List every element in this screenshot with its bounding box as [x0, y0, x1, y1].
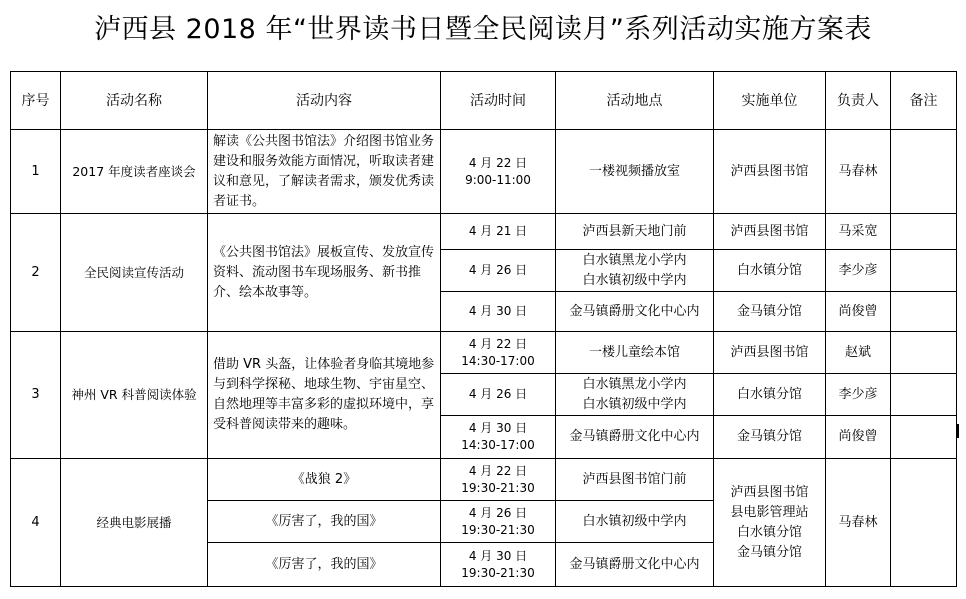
- activity-person: 赵斌: [826, 332, 891, 374]
- activity-unit: 白水镇分馆: [714, 374, 826, 416]
- activity-unit: 白水镇分馆: [714, 250, 826, 292]
- activity-remark: [891, 459, 957, 587]
- page-title: 泸西县 2018 年“世界读书日暨全民阅读月”系列活动实施方案表: [94, 14, 872, 45]
- activity-place: 金马镇爵册文化中心内: [556, 543, 714, 587]
- activity-place: 一楼视频播放室: [556, 130, 714, 214]
- activity-time: 4 月 26 日 19:30-21:30: [441, 501, 556, 543]
- header-remark: 备注: [891, 72, 957, 130]
- activity-remark: [891, 374, 957, 416]
- activity-unit: 泸西县图书馆 县电影管理站 白水镇分馆 金马镇分馆: [714, 459, 826, 587]
- activity-unit: 泸西县图书馆: [714, 214, 826, 250]
- activity-person: 马春林: [826, 130, 891, 214]
- activity-place: 白水镇黑龙小学内 白水镇初级中学内: [556, 250, 714, 292]
- activity-remark: [891, 416, 957, 459]
- table-row: [11, 214, 957, 250]
- table-row: [11, 332, 957, 374]
- row-number: 3: [11, 332, 61, 459]
- activity-remark: [891, 130, 957, 214]
- row-number: 4: [11, 459, 61, 587]
- film-title: 《厉害了，我的国》: [208, 543, 441, 587]
- row-number: 1: [11, 130, 61, 214]
- activity-remark: [891, 332, 957, 374]
- activity-time: 4 月 26 日: [441, 250, 556, 292]
- activity-remark: [891, 214, 957, 250]
- table-row: [11, 130, 957, 214]
- activity-place: 泸西县新天地门前: [556, 214, 714, 250]
- header-row: [11, 72, 957, 130]
- activity-person: 尚俊曾: [826, 292, 891, 332]
- activity-time: 4 月 22 日 19:30-21:30: [441, 459, 556, 501]
- activity-content: 解读《公共图书馆法》介绍图书馆业务建设和服务效能方面情况，听取读者建议和意见，了解读者需求，颁发优秀读者证书。: [208, 130, 441, 214]
- activity-place: 金马镇爵册文化中心内: [556, 416, 714, 459]
- activity-place: 白水镇黑龙小学内 白水镇初级中学内: [556, 374, 714, 416]
- activity-place: 泸西县图书馆门前: [556, 459, 714, 501]
- activity-time: 4 月 30 日 19:30-21:30: [441, 543, 556, 587]
- activity-remark: [891, 292, 957, 332]
- edge-mark: [957, 424, 959, 438]
- activity-person: 马采宽: [826, 214, 891, 250]
- header-name: 活动名称: [61, 72, 208, 130]
- activity-unit: 泸西县图书馆: [714, 130, 826, 214]
- activity-name: 经典电影展播: [61, 459, 208, 587]
- header-place: 活动地点: [556, 72, 714, 130]
- table-row: [11, 459, 957, 501]
- activity-unit: 金马镇分馆: [714, 292, 826, 332]
- activity-time: 4 月 26 日: [441, 374, 556, 416]
- activity-remark: [891, 250, 957, 292]
- activity-place: 金马镇爵册文化中心内: [556, 292, 714, 332]
- film-title: 《战狼 2》: [208, 459, 441, 501]
- activity-place: 白水镇初级中学内: [556, 501, 714, 543]
- header-unit: 实施单位: [714, 72, 826, 130]
- activity-time: 4 月 22 日 14:30-17:00: [441, 332, 556, 374]
- activity-name: 神州 VR 科普阅读体验: [61, 332, 208, 459]
- activity-content: 借助 VR 头盔，让体验者身临其境地参与到科学探秘、地球生物、宇宙星空、自然地理等丰富多彩的虚拟环境中，享受科普阅读带来的趣味。: [208, 332, 441, 459]
- activity-time: 4 月 22 日 9:00-11:00: [441, 130, 556, 214]
- activity-person: 李少彦: [826, 250, 891, 292]
- activity-person: 李少彦: [826, 374, 891, 416]
- activity-time: 4 月 21 日: [441, 214, 556, 250]
- header-person: 负责人: [826, 72, 891, 130]
- activity-name: 2017 年度读者座谈会: [61, 130, 208, 214]
- activity-name: 全民阅读宣传活动: [61, 214, 208, 332]
- activity-content: 《公共图书馆法》展板宣传、发放宣传资料、流动图书车现场服务、新书推介、绘本故事等。: [208, 214, 441, 332]
- activity-unit: 泸西县图书馆: [714, 332, 826, 374]
- activity-time: 4 月 30 日 14:30-17:00: [441, 416, 556, 459]
- activity-table: [10, 71, 957, 587]
- activity-place: 一楼儿童绘本馆: [556, 332, 714, 374]
- header-time: 活动时间: [441, 72, 556, 130]
- activity-time: 4 月 30 日: [441, 292, 556, 332]
- film-title: 《厉害了，我的国》: [208, 501, 441, 543]
- activity-person: 尚俊曾: [826, 416, 891, 459]
- activity-person: 马春林: [826, 459, 891, 587]
- activity-unit: 金马镇分馆: [714, 416, 826, 459]
- header-content: 活动内容: [208, 72, 441, 130]
- header-no: 序号: [11, 72, 61, 130]
- row-number: 2: [11, 214, 61, 332]
